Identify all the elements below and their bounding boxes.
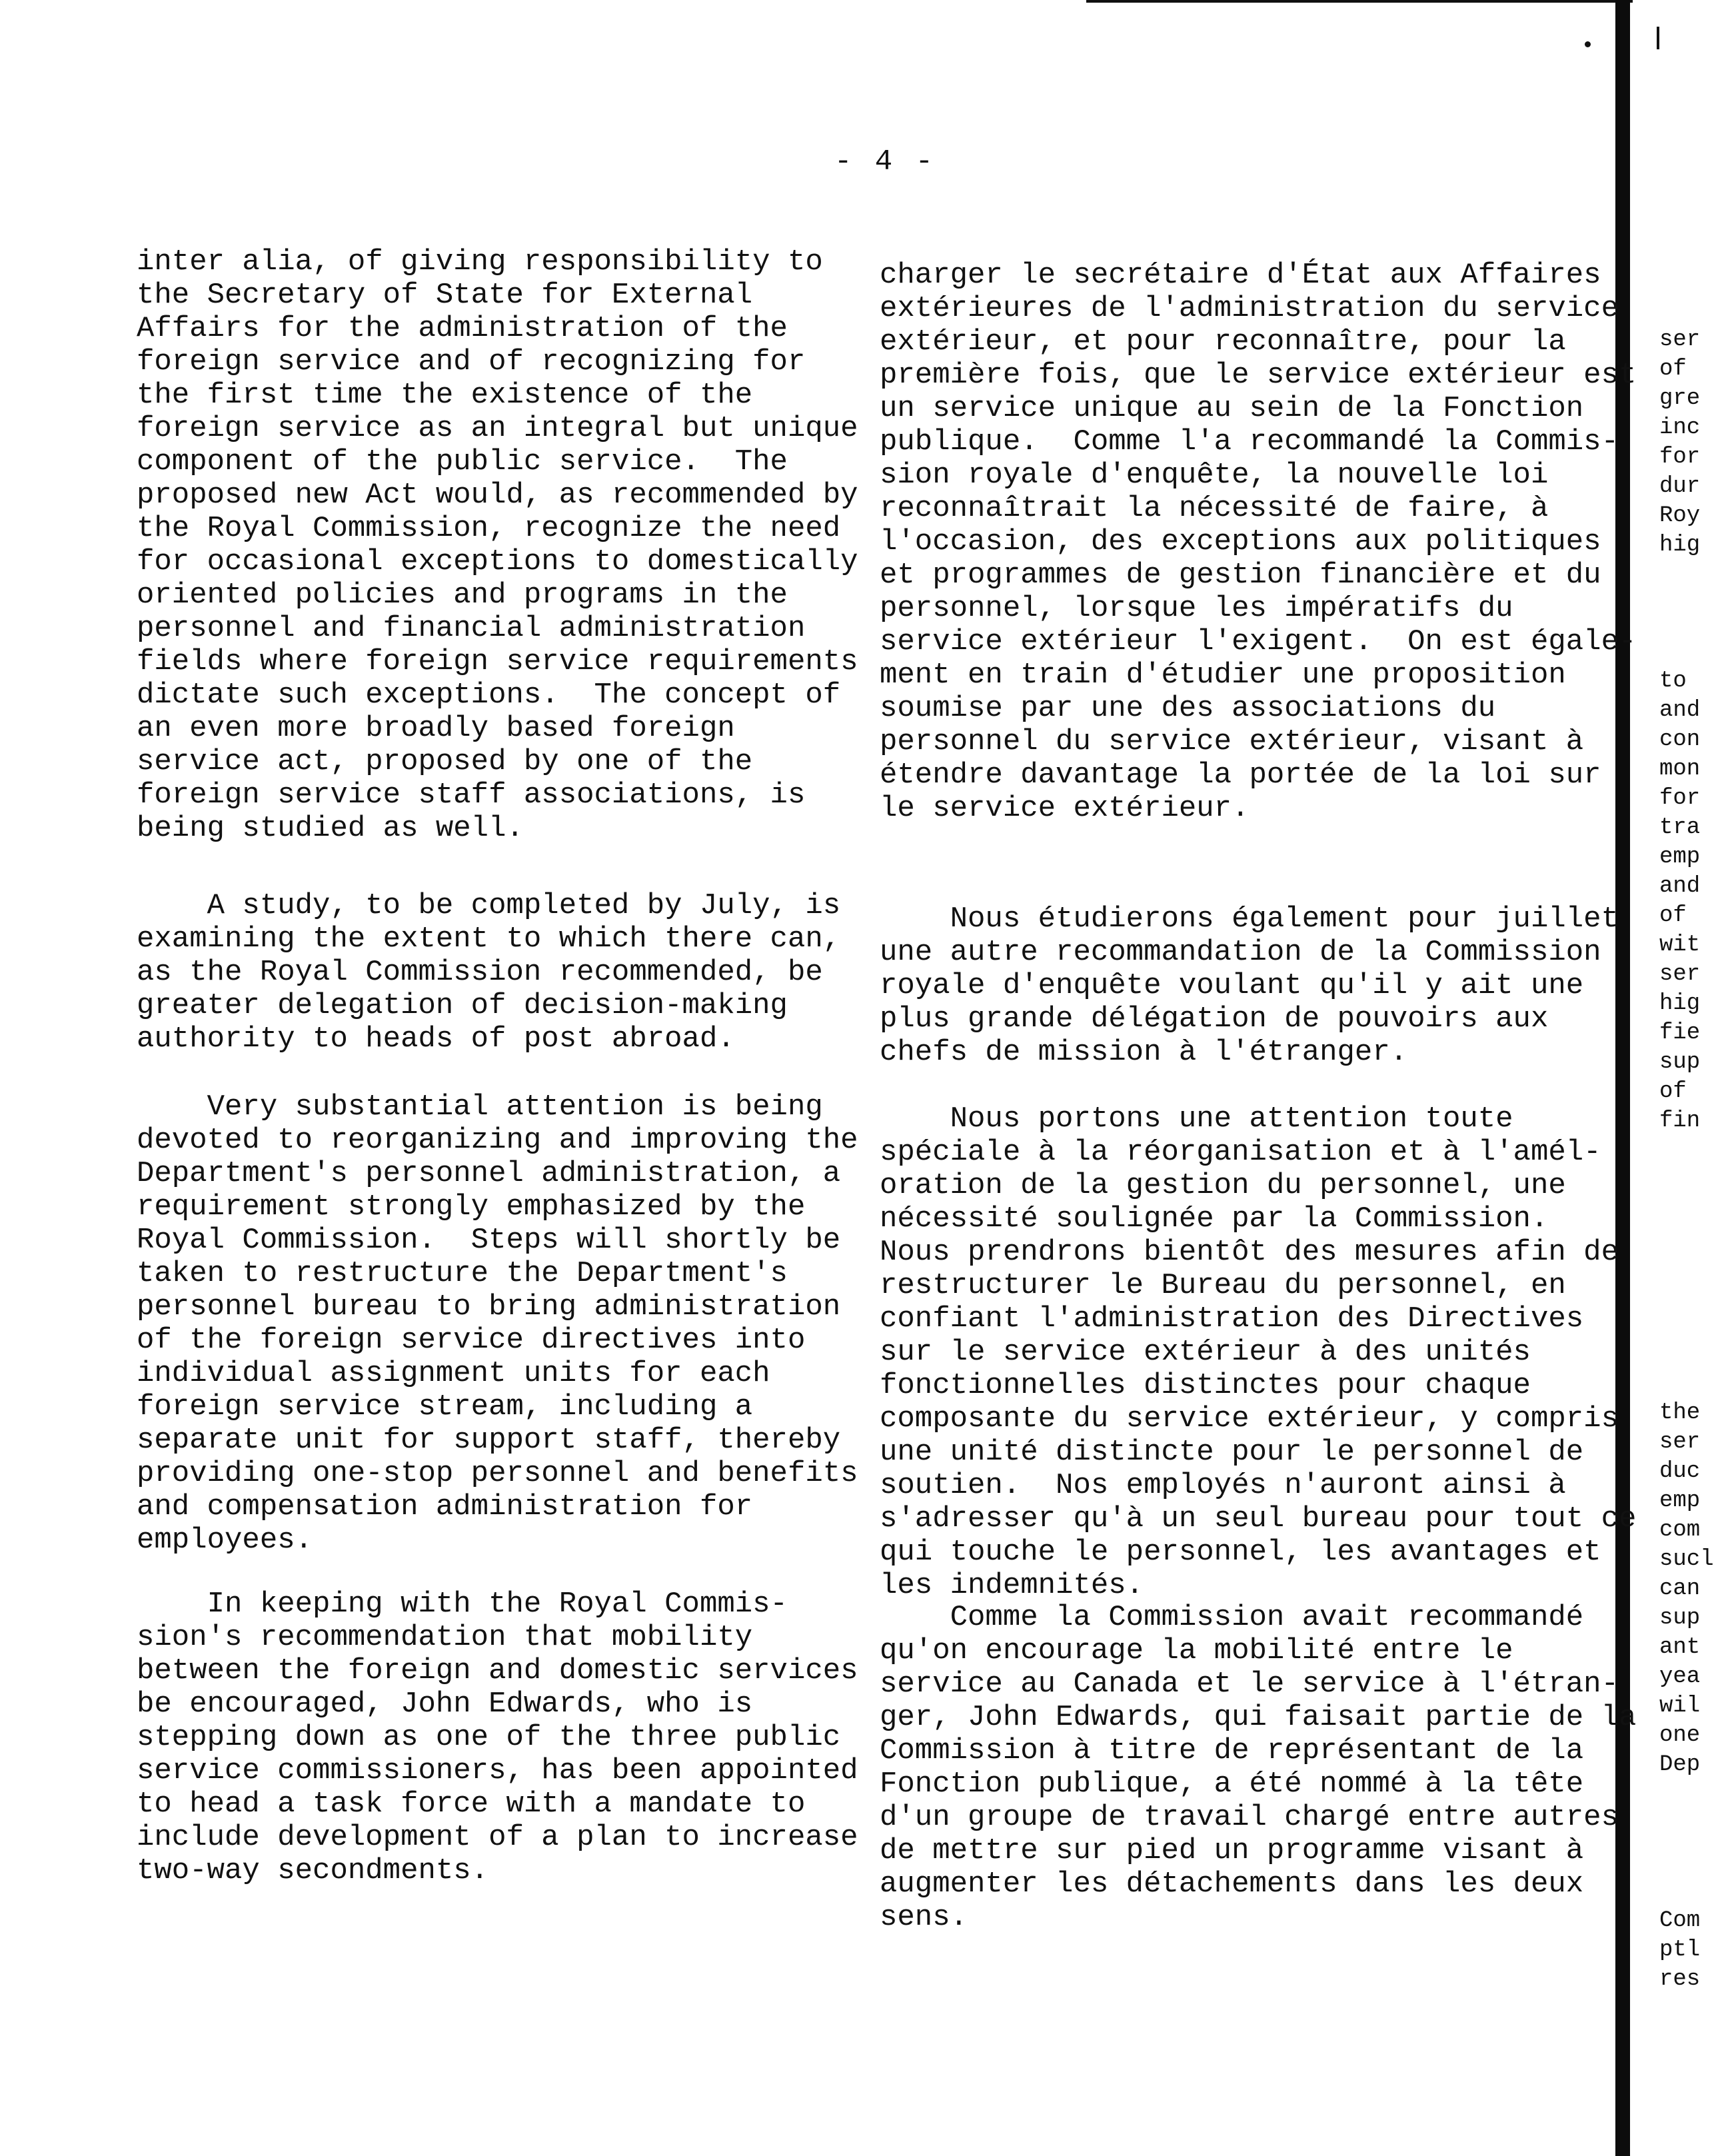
next-page-fragment-2: to and con mon for tra emp and of wit ser hig fie sup of fin — [1659, 668, 1701, 1134]
english-paragraph-3: Very substantial attention is being devoted to reorganizing and improving the Department's personnel administration, a requirement strongly emphasized by the Royal Commission. Steps will shortly be taken to restructure the Department's personnel bureau to bring administration of the foreign service directives into individual assignment units for each foreign service stream, including a separate unit for support staff, thereby providing one-stop personnel and benefits and compensation administration for employees. — [137, 1090, 858, 1557]
next-page-fragment-1: ser of gre inc for dur Roy hig — [1659, 327, 1701, 558]
french-paragraph-2: Nous étudierons également pour juillet une autre recommandation de la Commission royale d'enquête voulant qu'il y ait une plus grande délégation de pouvoirs aux chefs de mission à l'étranger. — [880, 902, 1619, 1069]
french-paragraph-1: charger le secrétaire d'État aux Affaires extérieures de l'administration du service extérieur, et pour reconnaître, pour la première fois, que le service extérieur est un service unique au sein de la Fonction publique. Comme l'a recommandé la Commis- sion royale d'enquête, la nouvelle loi reconnaîtrait la nécessité de faire, à l'occasion, des exceptions aux politiques et programmes de gestion financière et du personnel, lorsque les impératifs du service extérieur l'exigent. On est égale- ment en train d'étudier une proposition soumise par une des associations du personnel du service extérieur, visant à étendre davantage la portée de la loi sur le service extérieur. — [880, 259, 1637, 825]
scan-mark — [1585, 41, 1591, 47]
next-page-fragment-3: the ser duc emp com sucl can sup ant yea wil one Dep — [1659, 1400, 1714, 1777]
english-paragraph-2: A study, to be completed by July, is examining the extent to which there can, as the Royal Commission recommended, be greater delegation of decision-making authority to heads of post abroad. — [137, 889, 841, 1056]
french-paragraph-3: Nous portons une attention toute spéciale à la réorganisation et à l'amél- oration de la gestion du personnel, une nécessité soulignée par la Commission. Nous prendrons bientôt des mesures afin de restructurer le Bureau du personnel, en confiant l'administration des Directives sur le service extérieur à des unités fonctionnelles distinctes pour chaque composante du service extérieur, y compris une unité distincte pour le personnel de soutien. Nos employés n'auront ainsi à s'adresser qu'à un seul bureau pour tout ce qui touche le personnel, les avantages et les indemnités. — [880, 1102, 1637, 1602]
english-paragraph-1: inter alia, of giving responsibility to the Secretary of State for External Affairs for the administration of the foreign service and of recognizing for the first time the existence of the foreign service as an integral but unique component of the public service. The proposed new Act would, as recommended by the Royal Commission, recognize the need for occasional exceptions to domestically oriented policies and programs in the personnel and financial administration fields where foreign service requirements dictate such exceptions. The concept of an even more broadly based foreign service act, proposed by one of the foreign service staff associations, is being studied as well. — [137, 245, 858, 845]
french-paragraph-4: Comme la Commission avait recommandé qu'on encourage la mobilité entre le service au Canada et le service à l'étran- ger, John Edwards, qui faisait partie de la Commission à titre de représentant de la Fonction publique, a été nommé à la tête d'un groupe de travail chargé entre autres de mettre sur pied un programme visant à augmenter les détachements dans les deux sens. — [880, 1601, 1637, 1934]
scan-tick-mark — [1657, 27, 1659, 49]
english-paragraph-4: In keeping with the Royal Commis- sion's recommendation that mobility between the foreign and domestic services be encouraged, John Edwards, who is stepping down as one of the three public service commissioners, has been appointed to head a task force with a mandate to include development of a plan to increase two-way secondments. — [137, 1588, 858, 1887]
page-top-edge — [1086, 0, 1633, 3]
page-number: - 4 - — [834, 145, 936, 179]
next-page-fragment-4: Com ptl res — [1659, 1908, 1701, 1992]
